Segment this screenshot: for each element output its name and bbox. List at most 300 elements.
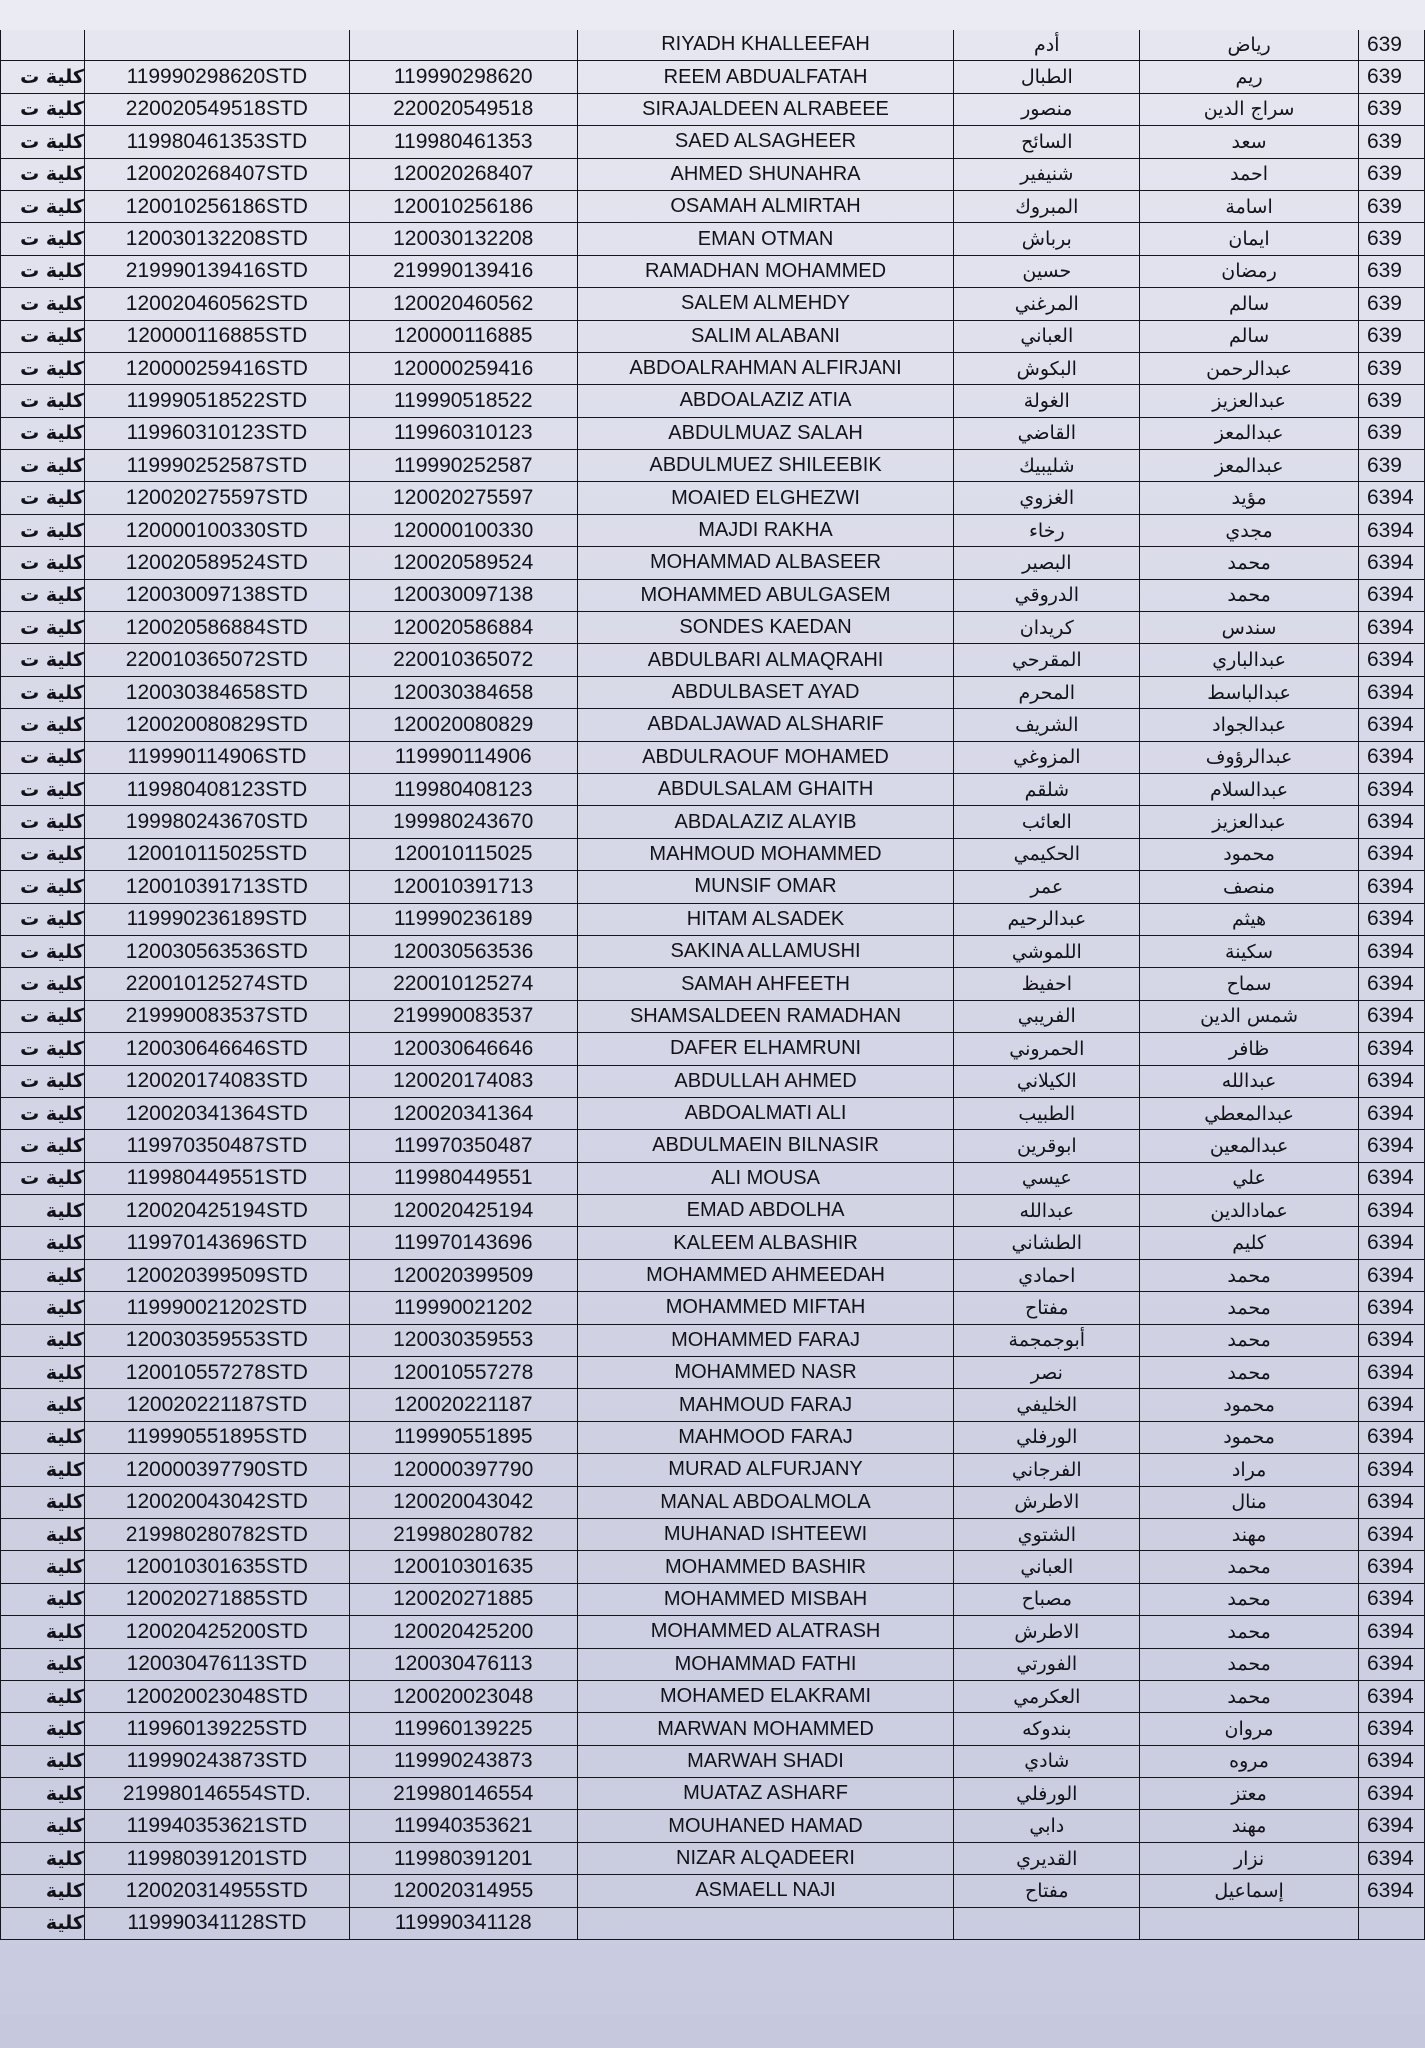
table-row bbox=[1, 1357, 1425, 1389]
table-row bbox=[1, 871, 1425, 903]
english-name-cell: ALI MOUSA bbox=[577, 1162, 954, 1194]
first-name-cell: محمود bbox=[1140, 1421, 1359, 1453]
family-name-cell: الحمروني bbox=[954, 1033, 1140, 1065]
first-name-cell: مؤيد bbox=[1140, 482, 1359, 514]
student-code-cell: 120030476113STD bbox=[84, 1648, 349, 1680]
serial-number-cell: 6394 bbox=[1358, 579, 1424, 611]
student-code-cell: 120030563536STD bbox=[84, 935, 349, 967]
table-row bbox=[1, 482, 1425, 514]
table-row bbox=[1, 1097, 1425, 1129]
table-row bbox=[1, 838, 1425, 870]
family-name-cell: عبدالله bbox=[954, 1195, 1140, 1227]
student-code-cell: 120000259416STD bbox=[84, 352, 349, 384]
college-cell: كلية ت bbox=[1, 547, 85, 579]
table-row bbox=[1, 126, 1425, 158]
college-cell: كلية ت bbox=[1, 1162, 85, 1194]
table-row bbox=[1, 1551, 1425, 1583]
table-row bbox=[1, 1842, 1425, 1874]
serial-number-cell: 6394 bbox=[1358, 1745, 1424, 1777]
english-name-cell: MUATAZ ASHARF bbox=[577, 1778, 954, 1810]
student-code-cell: 120030384658STD bbox=[84, 676, 349, 708]
first-name-cell: عبدالعزيز bbox=[1140, 806, 1359, 838]
family-name-cell: البصير bbox=[954, 547, 1140, 579]
serial-number-cell: 6394 bbox=[1358, 1097, 1424, 1129]
first-name-cell: محمد bbox=[1140, 1616, 1359, 1648]
serial-number-cell: 6394 bbox=[1358, 1130, 1424, 1162]
college-cell: كلية ت bbox=[1, 482, 85, 514]
english-name-cell: MAHMOUD MOHAMMED bbox=[577, 838, 954, 870]
serial-number-cell: 639 bbox=[1358, 158, 1424, 190]
national-id-cell: 220010365072 bbox=[349, 644, 577, 676]
first-name-cell: سعد bbox=[1140, 126, 1359, 158]
table-row bbox=[1, 1324, 1425, 1356]
college-cell: كلية ت bbox=[1, 773, 85, 805]
first-name-cell: محمد bbox=[1140, 1583, 1359, 1615]
college-cell: كلية bbox=[1, 1357, 85, 1389]
first-name-cell: عبدالسلام bbox=[1140, 773, 1359, 805]
college-cell: كلية ت bbox=[1, 288, 85, 320]
family-name-cell: المبروك bbox=[954, 190, 1140, 222]
college-cell: كلية bbox=[1, 1454, 85, 1486]
serial-number-cell: 639 bbox=[1358, 450, 1424, 482]
family-name-cell: الاطرش bbox=[954, 1616, 1140, 1648]
serial-number-cell: 6394 bbox=[1358, 709, 1424, 741]
family-name-cell: عبدالرحيم bbox=[954, 903, 1140, 935]
college-cell: كلية bbox=[1, 1518, 85, 1550]
table-row bbox=[1, 1033, 1425, 1065]
english-name-cell: MOAIED ELGHEZWI bbox=[577, 482, 954, 514]
english-name-cell: MOHAMMED ABULGASEM bbox=[577, 579, 954, 611]
serial-number-cell: 6394 bbox=[1358, 1875, 1424, 1907]
first-name-cell: محمود bbox=[1140, 1389, 1359, 1421]
college-cell: كلية ت bbox=[1, 1065, 85, 1097]
table-row bbox=[1, 1065, 1425, 1097]
table-row bbox=[1, 612, 1425, 644]
student-code-cell: 120000397790STD bbox=[84, 1454, 349, 1486]
student-code-cell: 120020174083STD bbox=[84, 1065, 349, 1097]
family-name-cell: عمر bbox=[954, 871, 1140, 903]
table-row bbox=[1, 223, 1425, 255]
family-name-cell: الورفلي bbox=[954, 1421, 1140, 1453]
student-code-cell: 119990021202STD bbox=[84, 1292, 349, 1324]
english-name-cell: MOHAMED ELAKRAMI bbox=[577, 1680, 954, 1712]
table-row bbox=[1, 547, 1425, 579]
student-code-cell: 120030359553STD bbox=[84, 1324, 349, 1356]
national-id-cell: 120020221187 bbox=[349, 1389, 577, 1421]
serial-number-cell: 6394 bbox=[1358, 1648, 1424, 1680]
table-row bbox=[1, 1907, 1425, 1939]
english-name-cell: EMAD ABDOLHA bbox=[577, 1195, 954, 1227]
table-row bbox=[1, 806, 1425, 838]
first-name-cell bbox=[1140, 1907, 1359, 1939]
national-id-cell: 120000116885 bbox=[349, 320, 577, 352]
family-name-cell: الفورتي bbox=[954, 1648, 1140, 1680]
college-cell: كلية ت bbox=[1, 61, 85, 93]
family-name-cell: العكرمي bbox=[954, 1680, 1140, 1712]
table-row bbox=[1, 288, 1425, 320]
national-id-cell bbox=[349, 29, 577, 61]
college-cell: كلية ت bbox=[1, 1000, 85, 1032]
english-name-cell: ABDULLAH AHMED bbox=[577, 1065, 954, 1097]
college-cell: كلية bbox=[1, 1292, 85, 1324]
family-name-cell: الدروقي bbox=[954, 579, 1140, 611]
student-code-cell: 119980449551STD bbox=[84, 1162, 349, 1194]
first-name-cell: عبدالباري bbox=[1140, 644, 1359, 676]
family-name-cell: دابي bbox=[954, 1810, 1140, 1842]
national-id-cell: 120020425194 bbox=[349, 1195, 577, 1227]
first-name-cell: رمضان bbox=[1140, 255, 1359, 287]
student-code-cell: 219990139416STD bbox=[84, 255, 349, 287]
english-name-cell: SAED ALSAGHEER bbox=[577, 126, 954, 158]
national-id-cell: 119990114906 bbox=[349, 741, 577, 773]
english-name-cell bbox=[577, 1907, 954, 1939]
english-name-cell: MOHAMMAD ALBASEER bbox=[577, 547, 954, 579]
family-name-cell: شادي bbox=[954, 1745, 1140, 1777]
student-code-cell: 120020589524STD bbox=[84, 547, 349, 579]
first-name-cell: محمد bbox=[1140, 1551, 1359, 1583]
english-name-cell: DAFER ELHAMRUNI bbox=[577, 1033, 954, 1065]
english-name-cell: MARWAH SHADI bbox=[577, 1745, 954, 1777]
serial-number-cell: 639 bbox=[1358, 223, 1424, 255]
college-cell: كلية ت bbox=[1, 385, 85, 417]
family-name-cell: الاطرش bbox=[954, 1486, 1140, 1518]
english-name-cell: ABDULMAEIN BILNASIR bbox=[577, 1130, 954, 1162]
serial-number-cell: 6394 bbox=[1358, 1680, 1424, 1712]
student-code-cell: 220010365072STD bbox=[84, 644, 349, 676]
family-name-cell: الغولة bbox=[954, 385, 1140, 417]
student-code-cell: 120010256186STD bbox=[84, 190, 349, 222]
english-name-cell: ABDALJAWAD ALSHARIF bbox=[577, 709, 954, 741]
student-code-cell: 120010391713STD bbox=[84, 871, 349, 903]
family-name-cell: الطبال bbox=[954, 61, 1140, 93]
first-name-cell: سالم bbox=[1140, 320, 1359, 352]
first-name-cell: محمد bbox=[1140, 579, 1359, 611]
college-cell: كلية bbox=[1, 1227, 85, 1259]
first-name-cell: كليم bbox=[1140, 1227, 1359, 1259]
family-name-cell: نصر bbox=[954, 1357, 1140, 1389]
family-name-cell: الطشاني bbox=[954, 1227, 1140, 1259]
college-cell: كلية ت bbox=[1, 676, 85, 708]
student-code-cell: 120020460562STD bbox=[84, 288, 349, 320]
first-name-cell: سراج الدين bbox=[1140, 93, 1359, 125]
college-cell: كلية ت bbox=[1, 612, 85, 644]
national-id-cell: 120000397790 bbox=[349, 1454, 577, 1486]
national-id-cell: 120030359553 bbox=[349, 1324, 577, 1356]
english-name-cell: MAHMOOD FARAJ bbox=[577, 1421, 954, 1453]
english-name-cell: MAJDI RAKHA bbox=[577, 514, 954, 546]
national-id-cell: 120010256186 bbox=[349, 190, 577, 222]
first-name-cell: سالم bbox=[1140, 288, 1359, 320]
student-code-cell: 120020399509STD bbox=[84, 1259, 349, 1291]
table-row bbox=[1, 935, 1425, 967]
college-cell bbox=[1, 29, 85, 61]
national-id-cell: 199980243670 bbox=[349, 806, 577, 838]
table-row bbox=[1, 1810, 1425, 1842]
college-cell: كلية ت bbox=[1, 935, 85, 967]
table-row bbox=[1, 1875, 1425, 1907]
first-name-cell: عبدالباسط bbox=[1140, 676, 1359, 708]
student-code-cell: 120010557278STD bbox=[84, 1357, 349, 1389]
first-name-cell: مهند bbox=[1140, 1518, 1359, 1550]
table-row bbox=[1, 1389, 1425, 1421]
student-code-cell: 119990518522STD bbox=[84, 385, 349, 417]
national-id-cell: 119990518522 bbox=[349, 385, 577, 417]
first-name-cell: مراد bbox=[1140, 1454, 1359, 1486]
family-name-cell: احفيظ bbox=[954, 968, 1140, 1000]
table-row bbox=[1, 450, 1425, 482]
family-name-cell: الشتوي bbox=[954, 1518, 1140, 1550]
family-name-cell bbox=[954, 1907, 1140, 1939]
first-name-cell: عبدالرؤوف bbox=[1140, 741, 1359, 773]
college-cell: كلية bbox=[1, 1648, 85, 1680]
serial-number-cell: 639 bbox=[1358, 29, 1424, 61]
serial-number-cell: 6394 bbox=[1358, 806, 1424, 838]
student-code-cell: 119960310123STD bbox=[84, 417, 349, 449]
english-name-cell: MURAD ALFURJANY bbox=[577, 1454, 954, 1486]
serial-number-cell: 6394 bbox=[1358, 903, 1424, 935]
first-name-cell: معتز bbox=[1140, 1778, 1359, 1810]
first-name-cell: اسامة bbox=[1140, 190, 1359, 222]
table-row bbox=[1, 1713, 1425, 1745]
first-name-cell: هيثم bbox=[1140, 903, 1359, 935]
family-name-cell: المرغني bbox=[954, 288, 1140, 320]
english-name-cell: ABDALAZIZ ALAYIB bbox=[577, 806, 954, 838]
table-row bbox=[1, 255, 1425, 287]
college-cell: كلية ت bbox=[1, 1097, 85, 1129]
english-name-cell: MANAL ABDOALMOLA bbox=[577, 1486, 954, 1518]
family-name-cell: ابوقرين bbox=[954, 1130, 1140, 1162]
table-row bbox=[1, 1583, 1425, 1615]
first-name-cell: عبدالمعز bbox=[1140, 450, 1359, 482]
first-name-cell: سندس bbox=[1140, 612, 1359, 644]
table-row bbox=[1, 1421, 1425, 1453]
national-id-cell: 219980146554 bbox=[349, 1778, 577, 1810]
table-row bbox=[1, 29, 1425, 61]
serial-number-cell: 639 bbox=[1358, 255, 1424, 287]
first-name-cell: سماح bbox=[1140, 968, 1359, 1000]
serial-number-cell: 6394 bbox=[1358, 1810, 1424, 1842]
family-name-cell: مصباح bbox=[954, 1583, 1140, 1615]
student-code-cell: 119970143696STD bbox=[84, 1227, 349, 1259]
student-code-cell: 219980280782STD bbox=[84, 1518, 349, 1550]
page-bottom-margin bbox=[0, 2015, 1425, 2048]
serial-number-cell bbox=[1358, 1907, 1424, 1939]
national-id-cell: 219990083537 bbox=[349, 1000, 577, 1032]
student-code-cell: 120000100330STD bbox=[84, 514, 349, 546]
serial-number-cell: 6394 bbox=[1358, 547, 1424, 579]
national-id-cell: 120030563536 bbox=[349, 935, 577, 967]
table-row bbox=[1, 190, 1425, 222]
serial-number-cell: 6394 bbox=[1358, 838, 1424, 870]
first-name-cell: منال bbox=[1140, 1486, 1359, 1518]
national-id-cell: 120020174083 bbox=[349, 1065, 577, 1097]
first-name-cell: عبدالمعطي bbox=[1140, 1097, 1359, 1129]
table-row bbox=[1, 1292, 1425, 1324]
english-name-cell: MOHAMMED NASR bbox=[577, 1357, 954, 1389]
english-name-cell: OSAMAH ALMIRTAH bbox=[577, 190, 954, 222]
college-cell: كلية bbox=[1, 1616, 85, 1648]
first-name-cell: مهند bbox=[1140, 1810, 1359, 1842]
college-cell: كلية ت bbox=[1, 320, 85, 352]
serial-number-cell: 6394 bbox=[1358, 1259, 1424, 1291]
first-name-cell: ايمان bbox=[1140, 223, 1359, 255]
family-name-cell: شلقم bbox=[954, 773, 1140, 805]
college-cell: كلية bbox=[1, 1745, 85, 1777]
english-name-cell: ABDULBASET AYAD bbox=[577, 676, 954, 708]
college-cell: كلية bbox=[1, 1421, 85, 1453]
first-name-cell: سكينة bbox=[1140, 935, 1359, 967]
family-name-cell: المزوغي bbox=[954, 741, 1140, 773]
student-code-cell: 120020023048STD bbox=[84, 1680, 349, 1712]
student-roster-table bbox=[0, 28, 1425, 1940]
college-cell: كلية bbox=[1, 1486, 85, 1518]
first-name-cell: عبدالمعين bbox=[1140, 1130, 1359, 1162]
table-row bbox=[1, 1616, 1425, 1648]
student-code-cell: 120030646646STD bbox=[84, 1033, 349, 1065]
table-row bbox=[1, 1778, 1425, 1810]
first-name-cell: محمد bbox=[1140, 1259, 1359, 1291]
family-name-cell: البكوش bbox=[954, 352, 1140, 384]
national-id-cell: 119990341128 bbox=[349, 1907, 577, 1939]
family-name-cell: اللموشي bbox=[954, 935, 1140, 967]
student-code-cell: 120020425200STD bbox=[84, 1616, 349, 1648]
english-name-cell: MOHAMMED ALATRASH bbox=[577, 1616, 954, 1648]
student-code-cell: 119990341128STD bbox=[84, 1907, 349, 1939]
college-cell: كلية ت bbox=[1, 352, 85, 384]
student-code-cell: 120020586884STD bbox=[84, 612, 349, 644]
national-id-cell: 119980461353 bbox=[349, 126, 577, 158]
first-name-cell: إسماعيل bbox=[1140, 1875, 1359, 1907]
college-cell: كلية ت bbox=[1, 741, 85, 773]
first-name-cell: عبدالله bbox=[1140, 1065, 1359, 1097]
student-code-cell: 120020341364STD bbox=[84, 1097, 349, 1129]
national-id-cell: 120020268407 bbox=[349, 158, 577, 190]
college-cell: كلية bbox=[1, 1551, 85, 1583]
college-cell: كلية ت bbox=[1, 903, 85, 935]
national-id-cell: 119990021202 bbox=[349, 1292, 577, 1324]
college-cell: كلية bbox=[1, 1389, 85, 1421]
first-name-cell: ريم bbox=[1140, 61, 1359, 93]
family-name-cell: الكيلاني bbox=[954, 1065, 1140, 1097]
english-name-cell: EMAN OTMAN bbox=[577, 223, 954, 255]
table-row bbox=[1, 1000, 1425, 1032]
family-name-cell: القديري bbox=[954, 1842, 1140, 1874]
first-name-cell: عبدالعزيز bbox=[1140, 385, 1359, 417]
college-cell: كلية ت bbox=[1, 126, 85, 158]
table-row bbox=[1, 61, 1425, 93]
college-cell: كلية ت bbox=[1, 417, 85, 449]
family-name-cell: الفرجاني bbox=[954, 1454, 1140, 1486]
family-name-cell: كريدان bbox=[954, 612, 1140, 644]
serial-number-cell: 639 bbox=[1358, 417, 1424, 449]
national-id-cell: 119940353621 bbox=[349, 1810, 577, 1842]
national-id-cell: 120020589524 bbox=[349, 547, 577, 579]
table-row bbox=[1, 644, 1425, 676]
family-name-cell: العباني bbox=[954, 1551, 1140, 1583]
first-name-cell: ظافر bbox=[1140, 1033, 1359, 1065]
english-name-cell: SAMAH AHFEETH bbox=[577, 968, 954, 1000]
college-cell: كلية bbox=[1, 1259, 85, 1291]
student-code-cell: 120020425194STD bbox=[84, 1195, 349, 1227]
english-name-cell: MOUHANED HAMAD bbox=[577, 1810, 954, 1842]
first-name-cell: محمود bbox=[1140, 838, 1359, 870]
college-cell: كلية ت bbox=[1, 190, 85, 222]
national-id-cell: 120010115025 bbox=[349, 838, 577, 870]
first-name-cell: محمد bbox=[1140, 1648, 1359, 1680]
college-cell: كلية ت bbox=[1, 514, 85, 546]
table-row bbox=[1, 1680, 1425, 1712]
student-code-cell: 120020043042STD bbox=[84, 1486, 349, 1518]
student-code-cell: 219980146554STD. bbox=[84, 1778, 349, 1810]
first-name-cell: رياض bbox=[1140, 29, 1359, 61]
table-row bbox=[1, 1648, 1425, 1680]
serial-number-cell: 6394 bbox=[1358, 1551, 1424, 1583]
family-name-cell: الخليفي bbox=[954, 1389, 1140, 1421]
serial-number-cell: 6394 bbox=[1358, 676, 1424, 708]
college-cell: كلية bbox=[1, 1842, 85, 1874]
serial-number-cell: 639 bbox=[1358, 288, 1424, 320]
family-name-cell: برباش bbox=[954, 223, 1140, 255]
english-name-cell: SONDES KAEDAN bbox=[577, 612, 954, 644]
national-id-cell: 120020460562 bbox=[349, 288, 577, 320]
college-cell: كلية ت bbox=[1, 709, 85, 741]
serial-number-cell: 6394 bbox=[1358, 482, 1424, 514]
student-code-cell: 119990252587STD bbox=[84, 450, 349, 482]
serial-number-cell: 639 bbox=[1358, 93, 1424, 125]
college-cell: كلية bbox=[1, 1778, 85, 1810]
national-id-cell: 120030646646 bbox=[349, 1033, 577, 1065]
family-name-cell: القاضي bbox=[954, 417, 1140, 449]
family-name-cell: احمادي bbox=[954, 1259, 1140, 1291]
national-id-cell: 119980449551 bbox=[349, 1162, 577, 1194]
serial-number-cell: 6394 bbox=[1358, 1778, 1424, 1810]
serial-number-cell: 6394 bbox=[1358, 773, 1424, 805]
table-row bbox=[1, 385, 1425, 417]
table-row bbox=[1, 1227, 1425, 1259]
college-cell: كلية ت bbox=[1, 1130, 85, 1162]
serial-number-cell: 6394 bbox=[1358, 871, 1424, 903]
table-row bbox=[1, 709, 1425, 741]
student-code-cell: 120030097138STD bbox=[84, 579, 349, 611]
table-row bbox=[1, 968, 1425, 1000]
student-code-cell: 120000116885STD bbox=[84, 320, 349, 352]
college-cell: كلية ت bbox=[1, 968, 85, 1000]
student-code-cell: 120020268407STD bbox=[84, 158, 349, 190]
english-name-cell: MOHAMMED AHMEEDAH bbox=[577, 1259, 954, 1291]
serial-number-cell: 639 bbox=[1358, 126, 1424, 158]
serial-number-cell: 6394 bbox=[1358, 1518, 1424, 1550]
national-id-cell: 120020586884 bbox=[349, 612, 577, 644]
national-id-cell: 120030476113 bbox=[349, 1648, 577, 1680]
student-code-cell: 119990236189STD bbox=[84, 903, 349, 935]
student-code-cell: 120020314955STD bbox=[84, 1875, 349, 1907]
english-name-cell: MOHAMMED BASHIR bbox=[577, 1551, 954, 1583]
college-cell: كلية bbox=[1, 1810, 85, 1842]
english-name-cell: ABDOALRAHMAN ALFIRJANI bbox=[577, 352, 954, 384]
table-row bbox=[1, 1745, 1425, 1777]
table-row bbox=[1, 1259, 1425, 1291]
english-name-cell: MOHAMMED MISBAH bbox=[577, 1583, 954, 1615]
family-name-cell: الورفلي bbox=[954, 1778, 1140, 1810]
table-row bbox=[1, 1162, 1425, 1194]
first-name-cell: منصف bbox=[1140, 871, 1359, 903]
student-code-cell: 119990114906STD bbox=[84, 741, 349, 773]
english-name-cell: ABDULMUEZ SHILEEBIK bbox=[577, 450, 954, 482]
national-id-cell: 120000259416 bbox=[349, 352, 577, 384]
national-id-cell: 120010301635 bbox=[349, 1551, 577, 1583]
first-name-cell: مروان bbox=[1140, 1713, 1359, 1745]
national-id-cell: 120010391713 bbox=[349, 871, 577, 903]
